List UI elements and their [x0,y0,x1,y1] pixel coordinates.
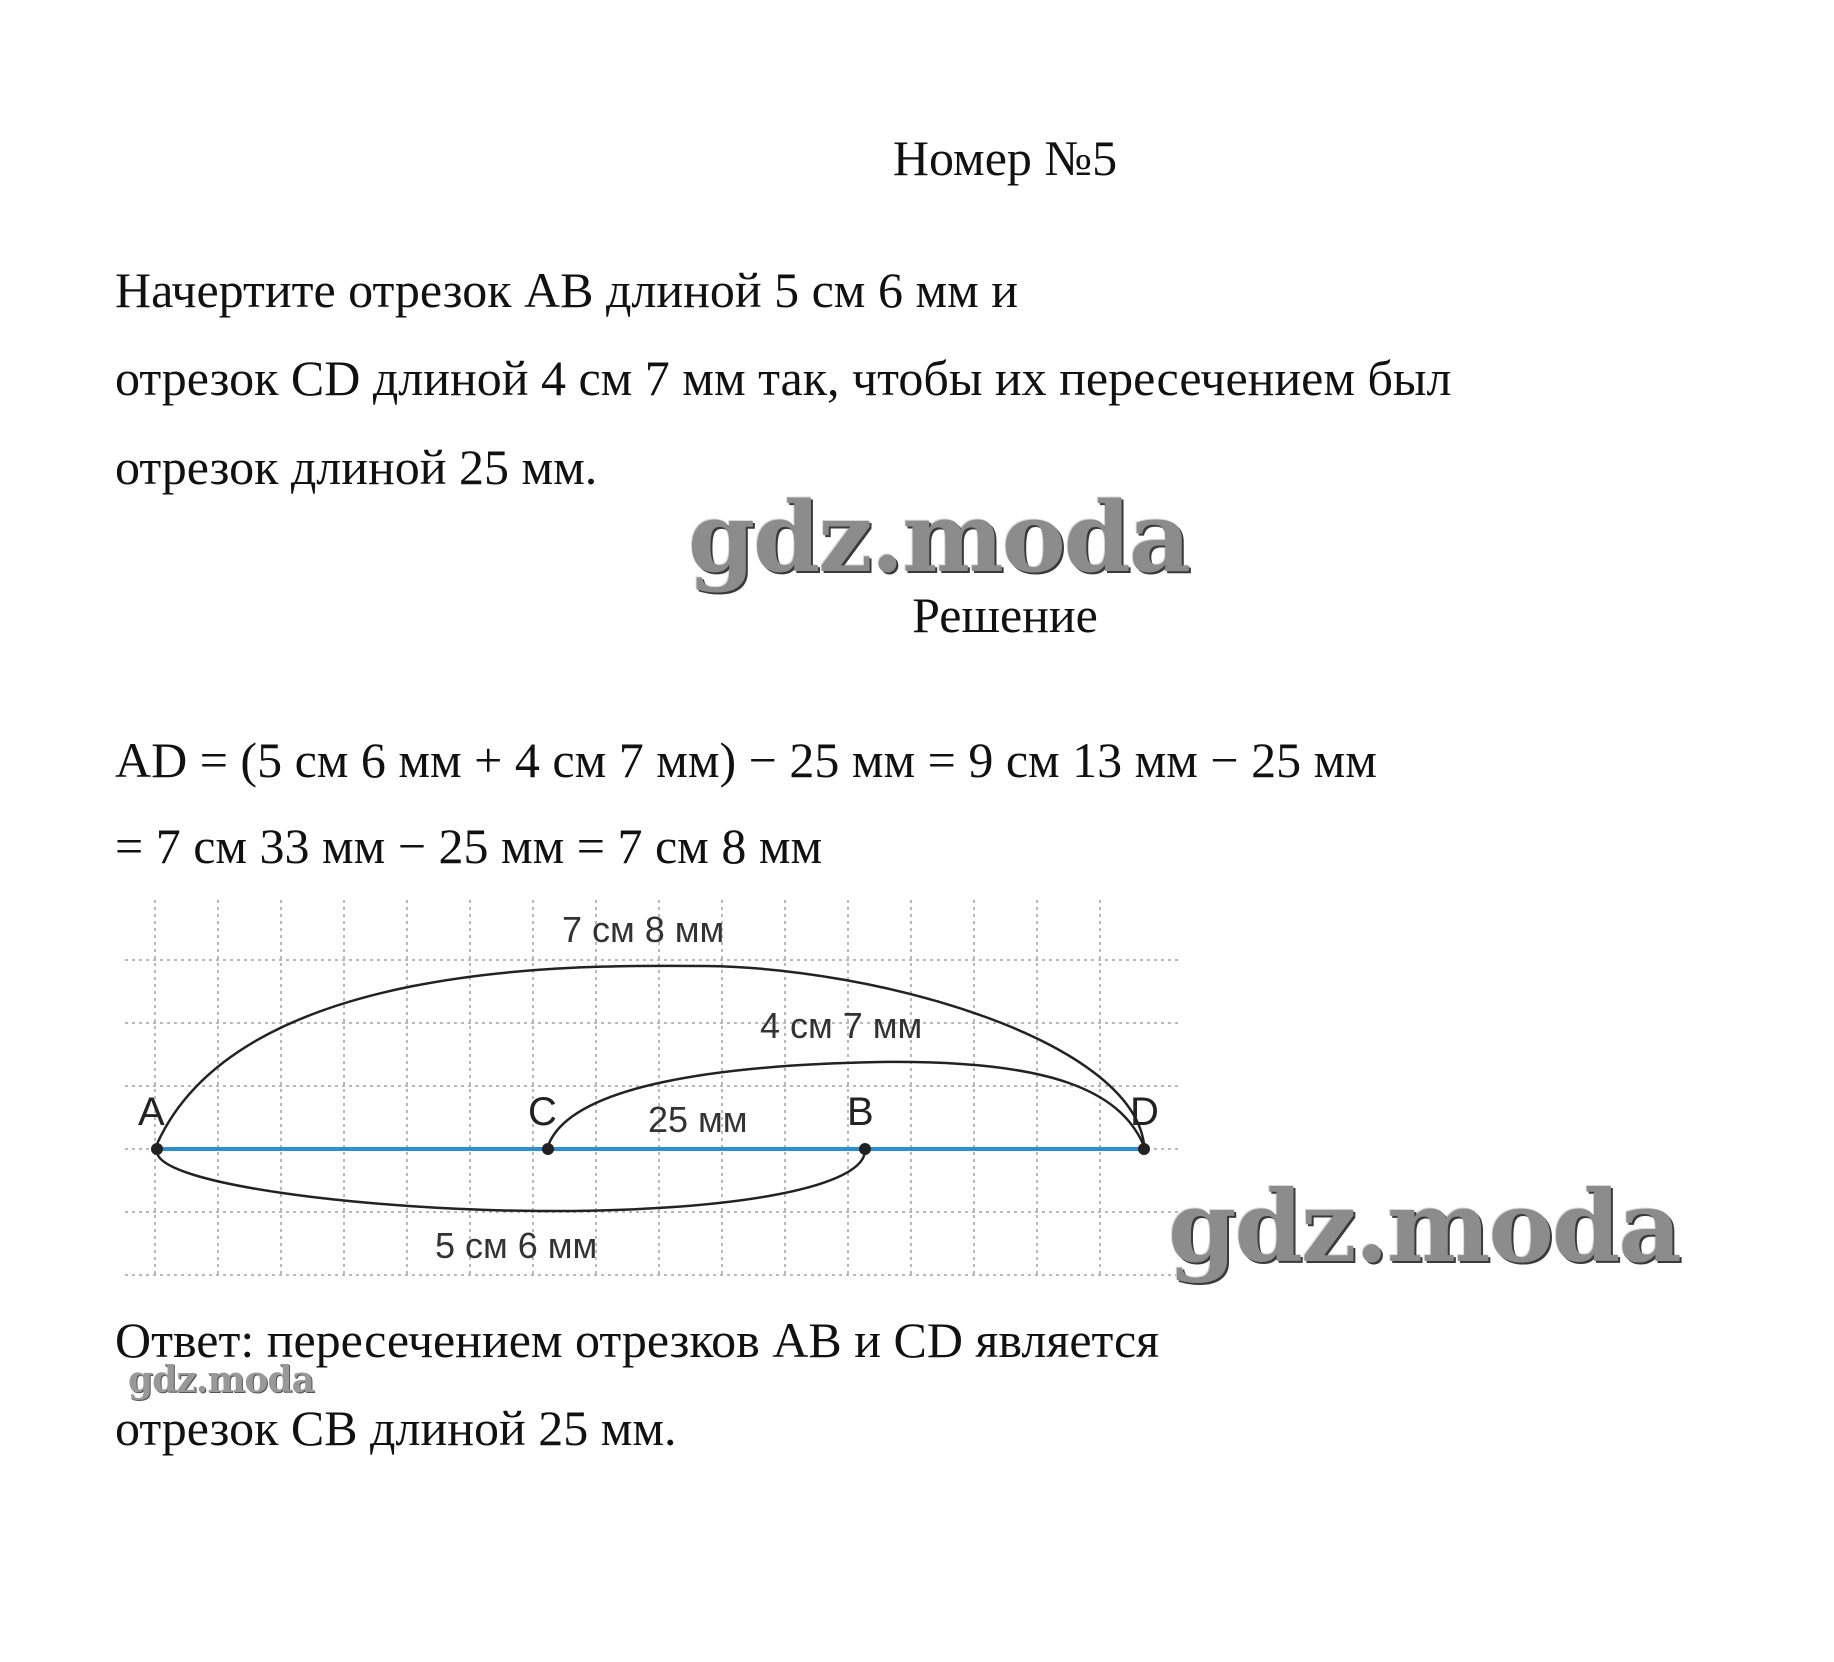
problem-line-3: отрезок длиной 25 мм. [115,439,598,495]
watermark-logo: gdz.moda [688,481,1190,594]
answer-line-1: Ответ: пересечением отрезков AB и CD является [115,1312,1160,1368]
solution-heading: Решение [912,587,1098,643]
label-d: D [1130,1090,1159,1134]
watermark-logo: gdz.moda [1168,1170,1680,1285]
arc-ab [157,1152,865,1211]
problem-line-1: Начертите отрезок AB длиной 5 см 6 мм и [115,262,1018,318]
point-c [542,1143,554,1155]
arc-cd [548,1062,1144,1146]
length-cd-label: 4 см 7 мм [760,1005,923,1046]
calculation-line-1: AD = (5 см 6 мм + 4 см 7 мм) − 25 мм = 9 см 13 мм − 25 мм [115,732,1377,788]
label-b: B [847,1090,874,1134]
answer-line-2: отрезок CB длиной 25 мм. [115,1400,677,1456]
segments-diagram [120,890,1200,1290]
point-b [859,1143,871,1155]
problem-line-2: отрезок CD длиной 4 см 7 мм так, чтобы их пересечением был [115,350,1452,406]
label-c: C [528,1090,557,1134]
watermark-logo-small: gdz.moda [128,1359,314,1401]
grid [125,900,1180,1275]
length-ab-label: 5 см 6 мм [435,1225,598,1266]
length-cb-label: 25 мм [648,1099,748,1140]
page-title: Номер №5 [892,130,1118,186]
point-a [151,1143,163,1155]
calculation-line-2: = 7 см 33 мм − 25 мм = 7 см 8 мм [115,818,823,874]
length-ad-label: 7 см 8 мм [562,909,725,950]
point-d [1138,1143,1150,1155]
label-a: A [138,1090,165,1134]
